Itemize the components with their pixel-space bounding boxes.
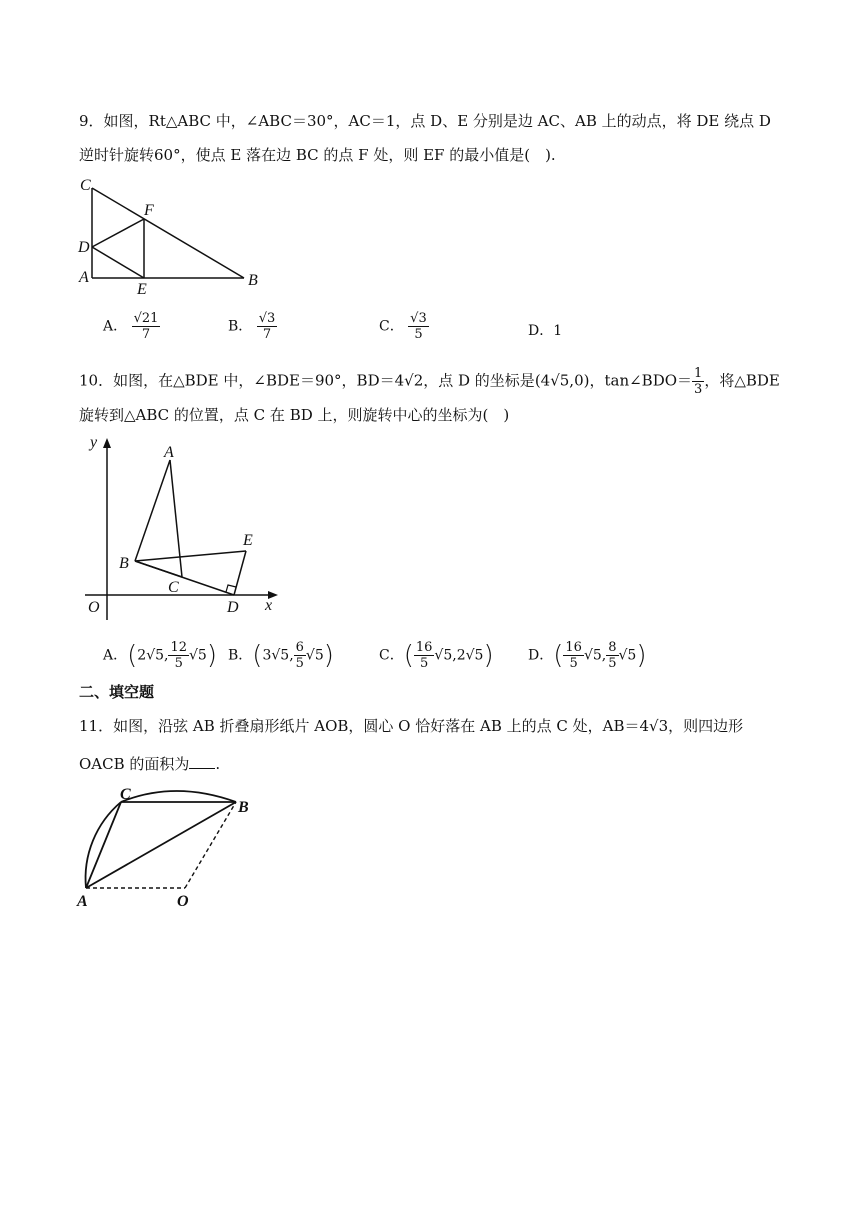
q9-option-a[interactable]: A． $\frac{√21}{7}$ — [103, 311, 159, 342]
q10-option-a[interactable]: A．(2√5, $\frac{12}{5}$ √5) — [103, 640, 217, 671]
q11-label-b: B — [238, 799, 249, 816]
section-heading-fill-in: 二、填空题 — [79, 683, 155, 701]
q9-option-c-fraction: $\frac{√3}{5}$ — [410, 311, 427, 342]
q11-text-line2: OACB 的面积为 . — [79, 755, 221, 773]
q10-option-d[interactable]: D．( $\frac{16}{5}$ √5, $\frac{8}{5}$ √5) — [528, 640, 647, 671]
q9-figure — [70, 175, 270, 300]
q9-label-d: D — [78, 239, 90, 256]
q10-label-b: B — [119, 555, 129, 572]
q10-label-c: C — [168, 579, 179, 596]
q9-option-c[interactable]: C． $\frac{√3}{5}$ — [379, 311, 427, 342]
q9-label-c: C — [80, 177, 91, 194]
q10-seg-bd — [135, 561, 234, 595]
q9-option-b[interactable]: B． $\frac{√3}{7}$ — [228, 311, 276, 342]
q11-dash-ob — [185, 802, 236, 888]
q11-arc-cb — [121, 791, 236, 802]
q9-option-d[interactable]: D．1 — [528, 323, 563, 339]
q9-label-b: B — [248, 272, 258, 289]
q9-text-line1: 9．如图，Rt△ABC 中，∠ABC＝30°，AC＝1，点 D、E 分别是边 AC、AB 上的动点，将 DE 绕点 D — [79, 112, 771, 130]
q11-text-line1: 11．如图，沿弦 AB 折叠扇形纸片 AOB，圆心 O 恰好落在 AB 上的点 C 处，AB＝4√3，则四边形 — [79, 717, 744, 735]
q11-label-a: A — [77, 893, 88, 910]
q10-label-y: y — [90, 434, 98, 451]
q10-label-d: D — [227, 599, 239, 616]
q9-label-e: E — [137, 281, 147, 298]
q10-option-c[interactable]: C．( $\frac{16}{5}$ √5,2√5) — [379, 640, 494, 671]
q10-seg-ed — [234, 551, 246, 595]
q10-label-o: O — [88, 599, 100, 616]
q10-label-x: x — [265, 597, 273, 614]
q9-seg-de — [92, 247, 144, 278]
q10-seg-ab — [135, 460, 170, 561]
q10-seg-ac — [170, 460, 182, 577]
q9-option-a-fraction: $\frac{√21}{7}$ — [133, 311, 159, 342]
q9-text-line2: 逆时针旋转60°，使点 E 落在边 BC 的点 F 处，则 EF 的最小值是( ). — [79, 146, 556, 164]
q10-figure — [75, 430, 285, 620]
q10-label-e: E — [243, 532, 253, 549]
q11-figure — [75, 782, 265, 912]
q9-option-b-fraction: $\frac{√3}{7}$ — [258, 311, 276, 342]
q10-option-b[interactable]: B．(3√5, $\frac{6}{5}$ √5) — [228, 640, 334, 671]
q11-label-o: O — [177, 893, 189, 910]
q10-text-line2: 旋转到△ABC 的位置，点 C 在 BD 上，则旋转中心的坐标为( ) — [79, 406, 510, 424]
q11-label-c: C — [120, 786, 131, 803]
q10-label-a: A — [164, 444, 174, 461]
q10-tan-fraction: $\frac{1}{3}$ — [694, 366, 703, 397]
q11-answer-blank[interactable] — [189, 754, 215, 769]
q10-text-line1: 10．如图，在△BDE 中，∠BDE＝90°，BD＝4√2，点 D 的坐标是(4√5,0)，tan∠BDO＝ $\frac{1}{3}$ ，将△BDE — [79, 366, 780, 397]
q10-seg-be — [135, 551, 246, 561]
q9-side-cb — [92, 188, 244, 278]
q10-y-arrow — [103, 438, 111, 448]
q10-coordinate: (4√5,0) — [534, 371, 590, 390]
q9-label-f: F — [144, 202, 154, 219]
q9-label-a: A — [79, 269, 89, 286]
q9-seg-df — [92, 219, 144, 247]
